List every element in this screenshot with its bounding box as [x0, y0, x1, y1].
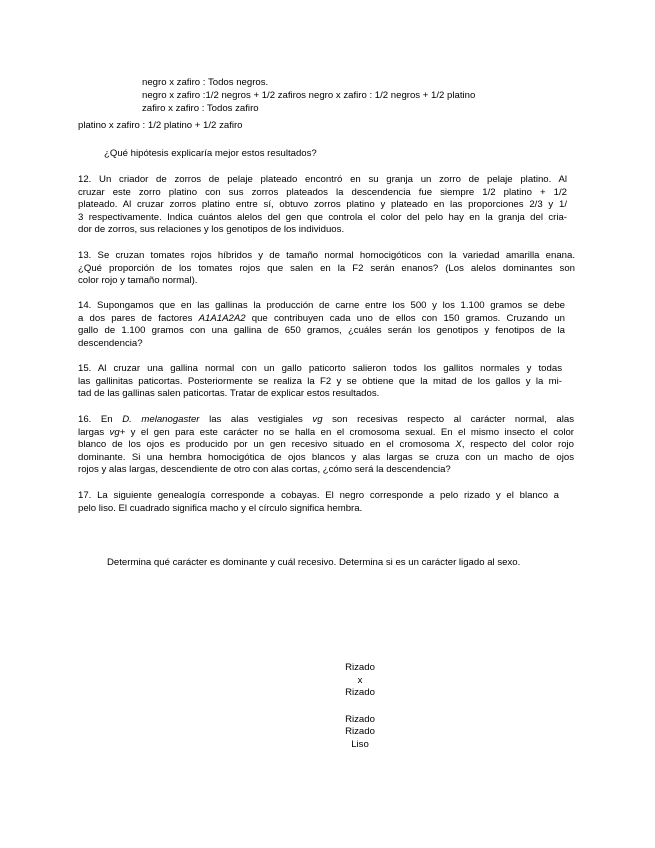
problem-12-line: 3 respectivamente. Indica cuántos alelos del gen que controla el color del pelo hay en la granja del cria- [78, 211, 567, 223]
cross-line-4: platino x zafiro : 1/2 platino + 1/2 zafiro [78, 120, 243, 131]
pedigree-child-3: Liso [351, 738, 369, 750]
problem-14-line: descendencia? [78, 337, 143, 349]
pedigree-parent-1: Rizado [345, 662, 375, 673]
problem-14-line [78, 313, 565, 326]
problem-12-line: plateado. Al cruzar zorros platino entre sí, obtuvo zorros platino y plateado en las proporciones 2/3 y 1/ [78, 199, 567, 211]
pedigree-parent-2: Rizado [345, 687, 375, 699]
pedigree-spacer [300, 700, 420, 714]
problem-15-line: tad de las gallinas salen paticortas. Tratar de explicar estos resultados. [78, 388, 380, 400]
instruction: Determina qué carácter es dominante y cuál recesivo. Determina si es un carácter ligado al sexo. [107, 557, 521, 568]
hypothesis-question: ¿Qué hipótesis explicaría mejor estos resultados? [104, 148, 317, 159]
problem-14-line: 14. Supongamos que en las gallinas la producción de carne entre los 500 y los 1.100 gramos se debe [78, 300, 565, 311]
allele-vg-plus: vg+ [109, 426, 126, 438]
problem-12 [78, 174, 567, 237]
cross-line-3: zafiro x zafiro : Todos zafiro [142, 103, 259, 114]
problem-16-line [78, 439, 574, 452]
problem-12-line: cruzar este zorro platino con sus zorros plateados la descendencia fue siempre 1/2 platino + 1/2 [78, 186, 567, 198]
problem-16-line [78, 414, 574, 427]
problem-16-text: largas [78, 426, 110, 438]
problem-16-text: blanco de los ojos es producido por un gen recesivo situado en el cromosoma [78, 439, 456, 451]
problem-13-line: ¿Qué proporción de los tomates rojos que salen en la F2 serán enanos? (Los alelos dominantes son [78, 262, 575, 274]
problem-17-line: 17. La siguiente genealogía corresponde a cobayas. El negro corresponde a pelo rizado y el blanco a [78, 490, 559, 501]
problem-12-line: 12. Un criador de zorros de pelaje plateado encontró en su granja un zorro de pelaje platino. Al [78, 174, 567, 185]
pedigree-child-2: Rizado [345, 726, 375, 738]
problem-14-text: que contribuyen cada uno de ellos con 150 gramos. Cruzando un [245, 312, 565, 324]
problem-15-line: las gallinitas paticortas. Posteriormente se realiza la F2 y se obtiene que la mitad de los gallos y la mi- [78, 375, 562, 387]
pedigree-cross-symbol: x [357, 674, 363, 686]
genotype-formula: A1A1A2A2 [198, 312, 246, 324]
pedigree-child-1: Rizado [345, 713, 375, 725]
problem-16 [78, 414, 574, 477]
problem-16-text: las alas vestigiales [199, 414, 313, 425]
problem-16-line: rojos y alas largas, descendiente de otro con alas cortas, ¿cómo será la descendencia? [78, 464, 451, 476]
problem-16-text: son recesivas respecto al carácter normal, alas [322, 414, 575, 425]
chromosome-x: X [455, 439, 462, 451]
problem-15 [78, 363, 562, 401]
problem-14 [78, 300, 565, 350]
problem-17 [78, 490, 559, 515]
problem-16-text: , respecto del color rojo [461, 439, 574, 451]
problem-13-line: color rojo y tamaño normal). [78, 275, 198, 287]
problem-14-text: a dos pares de factores [78, 312, 199, 324]
problem-13-line: 13. Se cruzan tomates rojos híbridos y de tamaño normal homocigóticos con la variedad amarilla enana. [78, 250, 575, 261]
cross-line-2: negro x zafiro :1/2 negros + 1/2 zafiros negro x zafiro : 1/2 negros + 1/2 platino [142, 90, 476, 101]
problem-17-line: pelo liso. El cuadrado significa macho y el círculo significa hembra. [78, 502, 363, 514]
allele-vg: vg [312, 414, 323, 425]
problem-15-line: 15. Al cruzar una gallina normal con un gallo paticorto salieron todos los gallitos normales y todas [78, 363, 562, 374]
cross-results [0, 77, 655, 137]
problem-13 [78, 250, 575, 288]
species-name: D. melanogaster [122, 414, 200, 425]
pedigree [300, 662, 420, 752]
problem-16-text: 16. En [78, 414, 123, 425]
problem-14-line: gallo de 1.100 gramos con una gallina de 650 gramos, ¿cuáles serán los genotipos y fenotipos de la [78, 325, 565, 337]
problem-12-line: dor de zorros, sus relaciones y los genotipos de los individuos. [78, 224, 345, 236]
problem-16-text: y el gen para este carácter no se halla en el cromosoma sexual. En el mismo insecto el color [125, 426, 574, 438]
cross-line-1: negro x zafiro : Todos negros. [142, 77, 269, 88]
problem-16-line [78, 427, 574, 440]
problem-16-line: dominante. Si una hembra homocigótica de ojos blancos y alas largas se cruza con un macho de ojos [78, 451, 574, 463]
